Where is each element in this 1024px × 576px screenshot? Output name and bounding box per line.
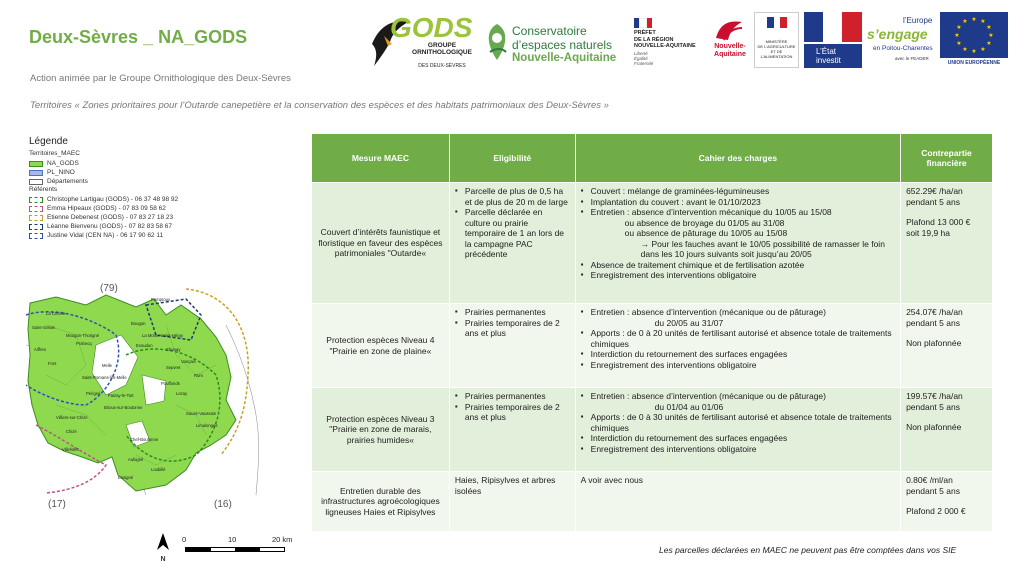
svg-text:★: ★ — [962, 46, 968, 53]
place-label: Saint-Romans-lès-Melle — [82, 375, 127, 380]
legend-item — [29, 222, 249, 231]
sengage-line3: avec le FEADER — [895, 56, 929, 61]
legend-swatch — [29, 161, 43, 167]
duration: pendant 5 ans — [906, 401, 960, 412]
place-label: Chef-Boutonne — [130, 437, 159, 442]
cell-cahier — [575, 304, 900, 388]
nouvelle-aquitaine-logo — [710, 16, 750, 66]
cahier-item: ▪ Couvert : mélange de graminées-légumineuses — [581, 186, 895, 197]
legend-item — [29, 213, 249, 222]
cahier-item: ▪ Apports : de 0 à 30 unités de fertilisant autorisé et absence totale de traitements chimiques — [581, 412, 895, 433]
investit-line1: L’État — [816, 47, 837, 56]
eligibility-item: ▪ Prairies temporaires de 2 ans et plus — [455, 402, 570, 423]
plafond: Non plafonnée — [906, 422, 962, 432]
cahier-item: ▪ Entretien : absence d’intervention mécanique du 10/05 au 15/08 — [581, 207, 895, 218]
region-line1: Nouvelle- — [714, 43, 746, 50]
place-label: Saint-Gelais — [32, 325, 55, 330]
prefet-motto1: Liberté — [634, 51, 648, 56]
place-label: Ensigné — [118, 475, 134, 480]
tricolor-flag-icon — [767, 17, 787, 28]
place-label: Mougon-Thorigné — [66, 333, 100, 338]
place-label: La Mothe-Saint-Héray — [142, 333, 183, 338]
ministere-line3: ET DE L’ALIMENTATION — [760, 49, 793, 59]
legend-item — [29, 159, 249, 168]
scale-label-20: 20 km — [272, 535, 293, 544]
duration: pendant 5 ans — [906, 317, 960, 328]
svg-text:★: ★ — [956, 24, 962, 31]
rate: 254.07€ /ha/an — [906, 307, 963, 317]
flag-band — [804, 12, 862, 42]
cell-contrepartie — [901, 472, 993, 532]
cahier-item: ▪ Implantation du couvert : avant le 01/10/2023 — [581, 197, 895, 208]
legend-label: NA_GODS — [47, 160, 79, 167]
legend-label: Léanne Bienvenu (GODS) - 07 82 83 58 67 — [47, 223, 173, 230]
cahier-item: ▪ Entretien : absence d’intervention (mécanique ou de pâturage) — [581, 307, 895, 318]
place-label: Sauzé-Vaussais — [186, 411, 216, 416]
territory-map — [26, 283, 284, 510]
scale-label-10: 10 — [228, 535, 237, 544]
legend-item — [29, 195, 249, 204]
cell-mesure: Entretien durable des infrastructures agroécologiques ligneuses Haies et Ripisylves — [312, 472, 450, 532]
cell-mesure: Couvert d’intérêts faunistique et floristique en faveur des espèces patrimoniales "Outarde« — [312, 183, 450, 304]
cell-contrepartie — [901, 304, 993, 388]
cahier-item: ▪ Apports : de 0 à 20 unités de fertilisant autorisé et absence totale de traitements chimiques — [581, 328, 895, 349]
sengage-line1: l’Europe — [903, 16, 933, 25]
legend-group-referents: Référents — [29, 186, 58, 193]
gods-wordmark: GODS — [390, 12, 473, 43]
table-row — [312, 472, 993, 532]
svg-text:★: ★ — [980, 46, 986, 53]
cahier-item: ▪ Enregistrement des interventions obligatoire — [581, 270, 895, 281]
place-label: Bougon — [131, 321, 146, 326]
eligibility-item: ▪ Prairies permanentes — [455, 391, 570, 402]
cahier-item: ▪ Enregistrement des interventions obligatoire — [581, 360, 895, 371]
scale-bar — [160, 535, 300, 560]
cahier-item: ▪ Enregistrement des interventions obligatoire — [581, 444, 895, 455]
svg-text:★: ★ — [980, 18, 986, 25]
legend-label: PL_NINO — [47, 169, 75, 176]
map-legend — [29, 136, 249, 240]
legend-label: Justine Vidal (CEN NA) - 06 17 90 62 11 — [47, 232, 164, 239]
legend-label: Etienne Debenest (GODS) - 07 83 27 18 23 — [47, 214, 174, 221]
place-label: Villiers-sur-Chizé — [56, 415, 88, 420]
place-label: Pouffonds — [161, 381, 180, 386]
cen-line2: d’espaces naturels — [512, 38, 613, 52]
cahier-item: ▪ Interdiction du retournement des surfaces engagées — [581, 433, 895, 444]
legend-swatch — [29, 233, 43, 239]
table-row — [312, 304, 993, 388]
gods-line1 — [412, 42, 472, 56]
legend-title: Légende — [29, 136, 68, 147]
etat-investit-logo — [804, 12, 862, 68]
dept-label-16: (16) — [214, 499, 232, 510]
cell-mesure: Protection espèces Niveau 3 "Prairie en zone de marais, prairies humides« — [312, 388, 450, 472]
gods-sub-line2: ORNITHOLOGIQUE — [412, 49, 472, 56]
svg-text:★: ★ — [988, 32, 994, 39]
legend-swatch — [29, 206, 43, 212]
dept-label-17: (17) — [48, 499, 66, 510]
legend-item — [29, 231, 249, 240]
legend-label: Christophe Lartigau (GODS) - 06 37 48 98 92 — [47, 196, 179, 203]
cell-cahier: A voir avec nous — [575, 472, 900, 532]
gods-logo — [370, 12, 475, 70]
place-label: Pamproux — [151, 297, 171, 302]
rate: 652.29€ /ha/an — [906, 186, 963, 196]
eu-caption: UNION EUROPÉENNE — [947, 60, 1001, 66]
legend-item — [29, 168, 249, 177]
place-label: Chizé — [66, 429, 77, 434]
table-header-row — [312, 134, 993, 183]
page-subtitle: Action animée par le Groupe Ornithologique des Deux-Sèvres — [30, 73, 291, 84]
north-label: N — [160, 556, 166, 563]
cahier-sub-item: ou absence de broyage du 01/05 au 31/08 — [624, 217, 785, 228]
prefet-line3: NOUVELLE-AQUITAINE — [634, 43, 696, 49]
plafond: Plafond 2 000 € — [906, 506, 966, 516]
prefet-motto2: Égalité — [634, 56, 648, 61]
place-label: Aiffres — [34, 347, 46, 352]
place-label: Vançais — [181, 359, 196, 364]
europe-sengage-logo — [865, 14, 937, 66]
place-label: Brioux-sur-Boutonne — [104, 405, 143, 410]
gods-sub-line1: GROUPE — [427, 42, 457, 49]
sengage-line2: en Poitou-Charentes — [873, 45, 933, 52]
eligibility-item: ▪ Prairies temporaires de 2 ans et plus — [455, 318, 570, 339]
scale-label-0: 0 — [182, 535, 187, 544]
svg-text:★: ★ — [971, 48, 977, 55]
cell-cahier — [575, 183, 900, 304]
svg-text:★: ★ — [986, 40, 992, 47]
legend-group-territoires: Territoires_MAEC — [29, 150, 80, 157]
legend-swatch — [29, 215, 43, 221]
legend-item — [29, 204, 249, 213]
cell-eligibilite — [449, 183, 575, 304]
cahier-sub-item: du 01/04 au 01/06 — [654, 401, 724, 412]
header-contrepartie: Contrepartie financière — [901, 134, 993, 183]
place-label: Melle — [102, 363, 113, 368]
eligibility-item: ▪ Prairies permanentes — [455, 307, 570, 318]
leaf-icon — [484, 22, 510, 62]
cahier-sub-item: ou absence de pâturage du 10/05 au 15/08 — [624, 228, 788, 238]
place-label: Chenay — [166, 347, 181, 352]
legend-item — [29, 177, 249, 186]
investit-line2: investit — [816, 56, 841, 65]
place-label: Paizay-le-Tort — [108, 393, 134, 398]
rate: 0.80€ /ml/an — [906, 475, 953, 485]
svg-text:★: ★ — [954, 32, 960, 39]
maec-table — [311, 133, 993, 532]
legend-swatch — [29, 170, 43, 176]
cahier-item: ▪ Absence de traitement chimique et de fertilisation azotée — [581, 260, 895, 271]
eligibility-item: ▪ Parcelle de plus de 0,5 ha et de plus de 20 m de large — [455, 186, 570, 207]
prefet-line1: PRÉFET — [634, 30, 656, 36]
header-cahier: Cahier des charges — [575, 134, 900, 183]
prefet-logo — [632, 16, 707, 66]
table-row — [312, 388, 993, 472]
legend-swatch — [29, 197, 43, 203]
place-label: Villefollet — [62, 447, 79, 452]
cell-contrepartie — [901, 388, 993, 472]
cahier-item: ▪ Interdiction du retournement des surfaces engagées — [581, 349, 895, 360]
place-label: Sepvret — [166, 365, 181, 370]
cell-mesure: Protection espèces Niveau 4 "Prairie en zone de plaine« — [312, 304, 450, 388]
eligibility-item: ▪ Parcelle déclarée en culture ou prairie temporaire de 1 an lors de la campagne PAC précédente — [455, 207, 570, 260]
table-row — [312, 183, 993, 304]
cen-logo — [484, 18, 624, 66]
plafond-detail: soit 19,9 ha — [906, 227, 951, 238]
cahier-item: ▪ Entretien : absence d’intervention (mécanique ou de pâturage) — [581, 391, 895, 402]
eu-logo — [940, 12, 1008, 68]
eu-flag-icon — [940, 12, 1008, 58]
svg-text:★: ★ — [956, 40, 962, 47]
place-label: La Crèche — [46, 311, 66, 316]
page-title: Deux-Sèvres _ NA_GODS — [29, 27, 248, 47]
place-label: Lezay — [176, 391, 188, 396]
duration: pendant 5 ans — [906, 196, 960, 207]
ministere-line2: DE L’AGRICULTURE — [757, 44, 796, 49]
dept-label-79: (79) — [100, 283, 118, 294]
map-svg — [26, 285, 284, 495]
cell-eligibilite — [449, 304, 575, 388]
legend-label: Départements — [47, 178, 88, 185]
rate: 199.57€ /ha/an — [906, 391, 963, 401]
legend-label: Emma Hipeaux (GODS) - 07 83 09 58 62 — [47, 205, 166, 212]
cell-eligibilite — [449, 388, 575, 472]
place-label: Exoudun — [136, 343, 153, 348]
place-label: Limalonges — [196, 423, 218, 428]
duration: pendant 5 ans — [906, 485, 960, 496]
cell-contrepartie — [901, 183, 993, 304]
territory-caption: Territoires « Zones prioritaires pour l’Outarde canepetière et la conservation des espèces et des habitats patrimoniaux des Deux-Sèvres » — [30, 100, 609, 111]
cell-eligibilite: Haies, Ripisylves et arbres isolées — [449, 472, 575, 532]
header-mesure: Mesure MAEC — [312, 134, 450, 183]
region-line2: Aquitaine — [714, 51, 746, 58]
cahier-sub-item: → Pour les fauches avant le 10/05 possibilité de ramasser le foin dans les 10 jours suivants soit jusqu’au 20/05 — [640, 238, 885, 259]
cahier-sub-item: du 20/05 au 31/07 — [654, 317, 724, 328]
region-emblem-icon — [714, 18, 744, 42]
header-eligibilite: Eligibilité — [449, 134, 575, 183]
gods-sub-line3: DES DEUX-SÈVRES — [418, 63, 466, 69]
tricolor-flag-icon — [634, 18, 652, 28]
plafond: Non plafonnée — [906, 338, 962, 348]
legend-swatch — [29, 179, 43, 185]
sengage-word: s’engage — [867, 26, 928, 42]
place-label: Prahecq — [76, 341, 92, 346]
scale-graphic — [185, 547, 285, 552]
footnote: Les parcelles déclarées en MAEC ne peuvent pas être comptées dans vos SIE — [659, 545, 957, 555]
cen-line1: Conservatoire — [512, 24, 587, 38]
place-label: Périgné — [86, 391, 101, 396]
svg-text:★: ★ — [971, 16, 977, 23]
svg-text:★: ★ — [962, 18, 968, 25]
prefet-motto3: Fraternité — [634, 61, 654, 66]
plafond: Plafond 13 000 € — [906, 217, 971, 227]
place-label: Fors — [48, 361, 57, 366]
ministere-line1: MINISTÈRE — [765, 39, 788, 44]
prefet-line2: DE LA RÉGION — [634, 36, 674, 43]
place-label: Rom — [194, 373, 203, 378]
svg-text:★: ★ — [986, 24, 992, 31]
cell-cahier — [575, 388, 900, 472]
ministere-logo — [754, 12, 799, 68]
place-label: Loubillé — [151, 467, 166, 472]
cen-line3: Nouvelle-Aquitaine — [512, 52, 617, 64]
place-label: Aubigné — [128, 457, 144, 462]
legend-swatch — [29, 224, 43, 230]
